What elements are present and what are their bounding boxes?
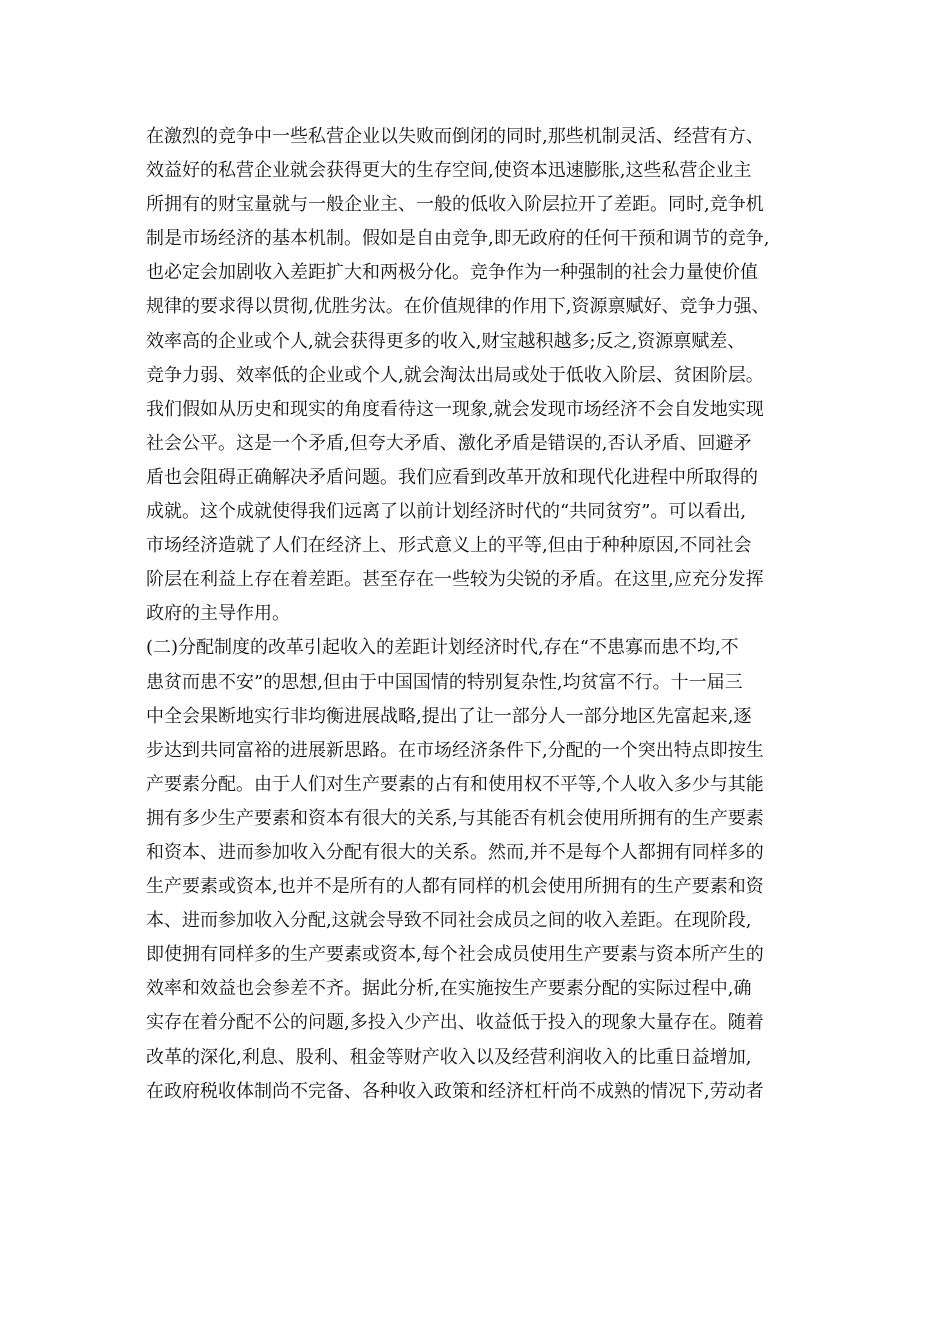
- text-line: 患贫而患不安”的思想,但由于中国国情的特别复杂性,均贫富不行。十一届三: [146, 671, 743, 693]
- text-line: 竞争力弱、效率低的企业或个人,就会淘汰出局或处于低收入阶层、贫困阶层。: [146, 364, 764, 386]
- text-line: 所拥有的财宝量就与一般企业主、一般的低收入阶层拉开了差距。同时,竞争机: [146, 194, 764, 216]
- text-line: 和资本、进而参加收入分配有很大的关系。然而,并不是每个人都拥有同样多的: [146, 841, 764, 863]
- text-line: 拥有多少生产要素和资本有很大的关系,与其能否有机会使用所拥有的生产要素: [146, 807, 764, 829]
- text-line: 盾也会阻碍正确解决矛盾问题。我们应看到改革开放和现代化进程中所取得的: [146, 466, 758, 488]
- text-line: 在激烈的竞争中一些私营企业以失败而倒闭的同时,那些机制灵活、经营有方、: [146, 126, 764, 147]
- text-line: 生产要素或资本,也并不是所有的人都有同样的机会使用所拥有的生产要素和资: [146, 876, 764, 898]
- text-line: 也必定会加剧收入差距扩大和两极分化。竞争作为一种强制的社会力量使价值: [146, 262, 758, 284]
- text-line: 效率高的企业或个人,就会获得更多的收入,财宝越积越多;反之,资源禀赋差、: [146, 330, 746, 352]
- section-heading-line: (二)分配制度的改革引起收入的差距计划经济时代,存在“不患寡而患不均,不: [146, 637, 739, 659]
- text-line: 阶层在利益上存在着差距。甚至存在一些较为尖锐的矛盾。在这里,应充分发挥: [146, 569, 764, 591]
- text-line: 市场经济造就了人们在经济上、形式意义上的平等,但由于种种原因,不同社会: [146, 535, 752, 557]
- text-line: 规律的要求得以贯彻,优胜劣汰。在价值规律的作用下,资源禀赋好、竞争力强、: [146, 296, 770, 318]
- body-text: [146, 120, 811, 1109]
- text-line: 制是市场经济的基本机制。假如是自由竞争,即无政府的任何干预和调节的竞争,: [146, 228, 770, 250]
- text-line: 本、进而参加收入分配,这就会导致不同社会成员之间的收入差距。在现阶段,: [146, 910, 752, 932]
- text-line: 在政府税收体制尚不完备、各种收入政策和经济杠杆尚不成熟的情况下,劳动者: [146, 1080, 764, 1102]
- text-line: 即使拥有同样多的生产要素或资本,每个社会成员使用生产要素与资本所产生的: [146, 944, 764, 966]
- text-line: 实存在着分配不公的问题,多投入少产出、收益低于投入的现象大量存在。随着: [146, 1012, 764, 1034]
- text-line: 社会公平。这是一个矛盾,但夸大矛盾、激化矛盾是错误的,否认矛盾、回避矛: [146, 432, 752, 454]
- text-line: 政府的主导作用。: [146, 603, 290, 625]
- text-line: 中全会果断地实行非均衡进展战略,提出了让一部分人一部分地区先富起来,逐: [146, 705, 752, 727]
- text-line: 产要素分配。由于人们对生产要素的占有和使用权不平等,个人收入多少与其能: [146, 773, 764, 795]
- text-line: 效率和效益也会参差不齐。据此分析,在实施按生产要素分配的实际过程中,确: [146, 978, 752, 1000]
- text-line: 效益好的私营企业就会获得更大的生存空间,使资本迅速膨胀,这些私营企业主: [146, 160, 752, 182]
- text-line: 改革的深化,利息、股利、租金等财产收入以及经营利润收入的比重日益增加,: [146, 1046, 752, 1068]
- text-line: 步达到共同富裕的进展新思路。在市场经济条件下,分配的一个突出特点即按生: [146, 739, 764, 761]
- text-line: 成就。这个成就使得我们远离了以前计划经济时代的“共同贫穷”。可以看出,: [146, 501, 747, 523]
- text-line: 我们假如从历史和现实的角度看待这一现象,就会发现市场经济不会自发地实现: [146, 398, 764, 420]
